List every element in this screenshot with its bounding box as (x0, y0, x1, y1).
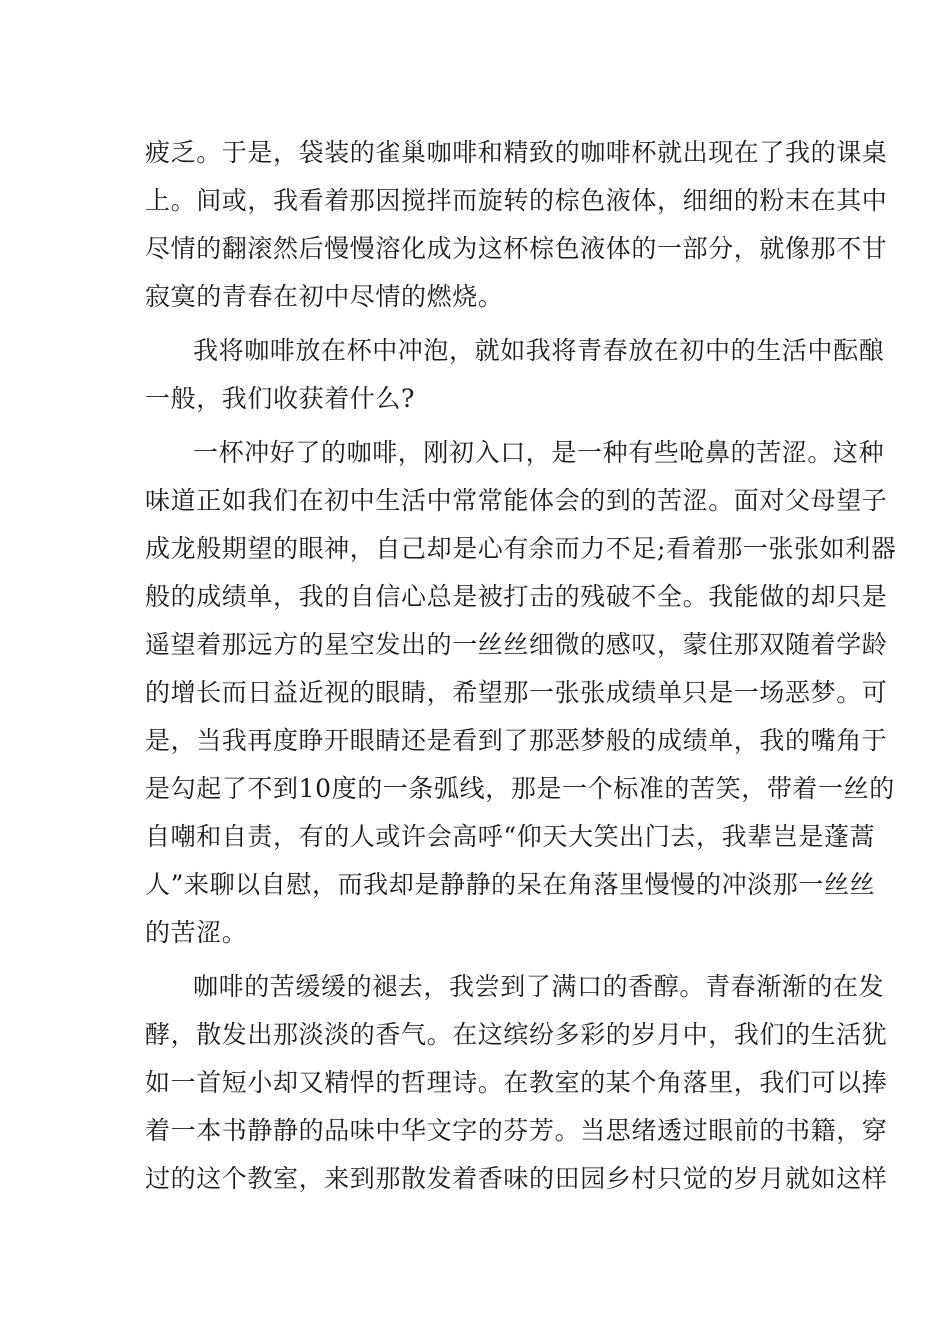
text-line: 酵，散发出那淡淡的香气。在这缤纷多彩的岁月中，我们的生活犹 (145, 1020, 888, 1049)
text-line: 的苦涩。 (145, 918, 248, 947)
text-line: 是，当我再度睁开眼睛还是看到了那恶梦般的成绩单，我的嘴角于 (145, 726, 888, 755)
text-line: 如一首短小却又精悍的哲理诗。在教室的某个角落里，我们可以捧 (145, 1068, 888, 1097)
text-line: 尽情的翻滚然后慢慢溶化成为这杯棕色液体的一部分，就像那不甘 (145, 234, 888, 263)
text-line: 过的这个教室，来到那散发着香味的田园乡村只觉的岁月就如这样 (145, 1164, 888, 1193)
text-line: 是勾起了不到10度的一条弧线，那是一个标准的苦笑，带着一丝的 (145, 774, 895, 803)
paragraph-first-line: 咖啡的苦缓缓的褪去，我尝到了满口的香醇。青春渐渐的在发 (193, 972, 885, 1001)
text-line: 人”来聊以自慰，而我却是静静的呆在角落里慢慢的冲淡那一丝丝 (145, 870, 876, 899)
text-line: 般的成绩单，我的自信心总是被打击的残破不全。我能做的却只是 (145, 582, 888, 611)
text-line: 自嘲和自责，有的人或许会高呼“仰天大笑出门去，我辈岂是蓬蒿 (145, 822, 876, 851)
text-line: 一般，我们收获着什么? (145, 384, 416, 413)
text-line: 味道正如我们在初中生活中常常能体会的到的苦涩。面对父母望子 (145, 486, 888, 515)
paragraph-first-line: 一杯冲好了的咖啡，刚初入口，是一种有些呛鼻的苦涩。这种 (193, 438, 885, 467)
text-line: 着一本书静静的品味中华文字的芬芳。当思绪透过眼前的书籍，穿 (145, 1116, 888, 1145)
text-line: 寂寞的青春在初中尽情的燃烧。 (145, 282, 504, 311)
text-line: 上。间或，我看着那因搅拌而旋转的棕色液体，细细的粉末在其中 (145, 186, 888, 215)
text-line: 遥望着那远方的星空发出的一丝丝细微的感叹，蒙住那双随着学龄 (145, 630, 888, 659)
text-line: 成龙般期望的眼神，自己却是心有余而力不足;看着那一张张如利器 (145, 534, 897, 563)
text-line: 的增长而日益近视的眼睛，希望那一张张成绩单只是一场恶梦。可 (145, 678, 888, 707)
text-line: 疲乏。于是，袋装的雀巢咖啡和精致的咖啡杯就出现在了我的课桌 (145, 138, 888, 167)
paragraph-first-line: 我将咖啡放在杯中冲泡，就如我将青春放在初中的生活中酝酿 (193, 336, 885, 365)
